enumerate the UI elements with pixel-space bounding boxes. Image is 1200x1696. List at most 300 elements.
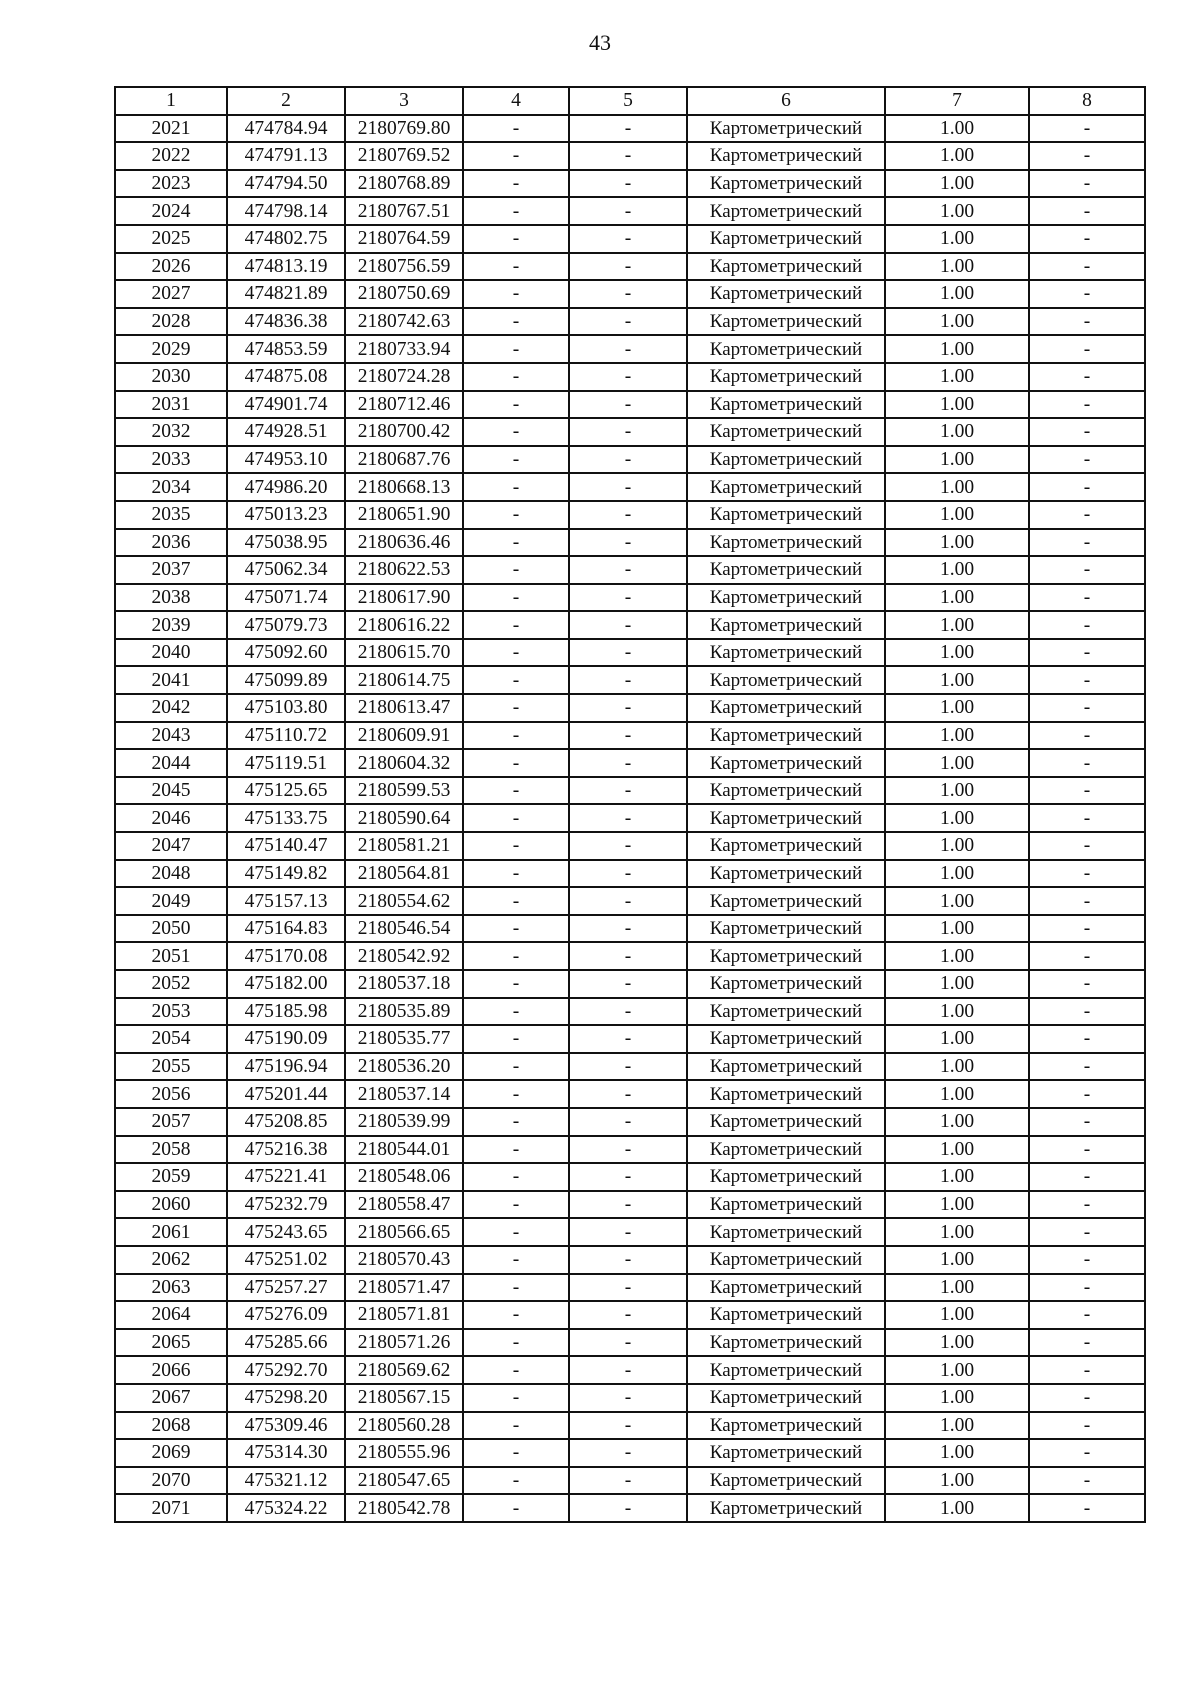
cell-col-5: - xyxy=(569,915,687,943)
cell-col-4: - xyxy=(463,887,569,915)
cell-y-coordinate: 2180609.91 xyxy=(345,722,463,750)
cell-accuracy: 1.00 xyxy=(885,1163,1029,1191)
cell-accuracy: 1.00 xyxy=(885,1384,1029,1412)
cell-method: Картометрический xyxy=(687,1356,885,1384)
cell-method: Картометрический xyxy=(687,1274,885,1302)
cell-col-4: - xyxy=(463,280,569,308)
cell-col-8: - xyxy=(1029,860,1145,888)
cell-method: Картометрический xyxy=(687,1301,885,1329)
cell-method: Картометрический xyxy=(687,998,885,1026)
table-row xyxy=(115,418,1145,446)
table-row xyxy=(115,832,1145,860)
cell-point-number: 2035 xyxy=(115,501,227,529)
cell-point-number: 2031 xyxy=(115,391,227,419)
column-header-2: 2 xyxy=(227,87,345,115)
table-row xyxy=(115,1384,1145,1412)
cell-col-5: - xyxy=(569,225,687,253)
cell-col-8: - xyxy=(1029,611,1145,639)
cell-col-4: - xyxy=(463,115,569,143)
cell-y-coordinate: 2180547.65 xyxy=(345,1467,463,1495)
cell-col-8: - xyxy=(1029,1356,1145,1384)
column-header-7: 7 xyxy=(885,87,1029,115)
cell-method: Картометрический xyxy=(687,280,885,308)
cell-accuracy: 1.00 xyxy=(885,1412,1029,1440)
cell-y-coordinate: 2180566.65 xyxy=(345,1218,463,1246)
cell-method: Картометрический xyxy=(687,418,885,446)
cell-col-4: - xyxy=(463,611,569,639)
table-row xyxy=(115,473,1145,501)
table-row xyxy=(115,1191,1145,1219)
table-row xyxy=(115,1329,1145,1357)
cell-y-coordinate: 2180542.78 xyxy=(345,1494,463,1522)
table-row xyxy=(115,363,1145,391)
cell-accuracy: 1.00 xyxy=(885,1356,1029,1384)
cell-col-4: - xyxy=(463,694,569,722)
cell-point-number: 2038 xyxy=(115,584,227,612)
cell-point-number: 2032 xyxy=(115,418,227,446)
cell-method: Картометрический xyxy=(687,197,885,225)
cell-col-5: - xyxy=(569,418,687,446)
cell-col-8: - xyxy=(1029,501,1145,529)
cell-point-number: 2037 xyxy=(115,556,227,584)
cell-col-8: - xyxy=(1029,749,1145,777)
cell-col-8: - xyxy=(1029,915,1145,943)
cell-col-8: - xyxy=(1029,1246,1145,1274)
cell-y-coordinate: 2180769.52 xyxy=(345,142,463,170)
cell-accuracy: 1.00 xyxy=(885,860,1029,888)
cell-method: Картометрический xyxy=(687,1384,885,1412)
cell-x-coordinate: 474794.50 xyxy=(227,170,345,198)
cell-y-coordinate: 2180700.42 xyxy=(345,418,463,446)
cell-col-5: - xyxy=(569,446,687,474)
table-row xyxy=(115,970,1145,998)
cell-col-5: - xyxy=(569,1412,687,1440)
cell-accuracy: 1.00 xyxy=(885,915,1029,943)
cell-col-4: - xyxy=(463,556,569,584)
cell-method: Картометрический xyxy=(687,1191,885,1219)
table-row xyxy=(115,1439,1145,1467)
cell-point-number: 2041 xyxy=(115,666,227,694)
cell-col-8: - xyxy=(1029,335,1145,363)
cell-method: Картометрический xyxy=(687,473,885,501)
cell-point-number: 2024 xyxy=(115,197,227,225)
cell-col-4: - xyxy=(463,225,569,253)
cell-col-5: - xyxy=(569,170,687,198)
cell-y-coordinate: 2180570.43 xyxy=(345,1246,463,1274)
cell-accuracy: 1.00 xyxy=(885,722,1029,750)
column-header-5: 5 xyxy=(569,87,687,115)
cell-y-coordinate: 2180554.62 xyxy=(345,887,463,915)
cell-method: Картометрический xyxy=(687,915,885,943)
table-row xyxy=(115,1274,1145,1302)
cell-method: Картометрический xyxy=(687,970,885,998)
cell-col-8: - xyxy=(1029,1329,1145,1357)
cell-accuracy: 1.00 xyxy=(885,777,1029,805)
cell-accuracy: 1.00 xyxy=(885,115,1029,143)
cell-point-number: 2054 xyxy=(115,1025,227,1053)
cell-method: Картометрический xyxy=(687,584,885,612)
cell-accuracy: 1.00 xyxy=(885,1494,1029,1522)
cell-col-8: - xyxy=(1029,253,1145,281)
cell-col-5: - xyxy=(569,749,687,777)
cell-accuracy: 1.00 xyxy=(885,501,1029,529)
cell-point-number: 2065 xyxy=(115,1329,227,1357)
cell-point-number: 2053 xyxy=(115,998,227,1026)
cell-col-8: - xyxy=(1029,694,1145,722)
cell-x-coordinate: 475309.46 xyxy=(227,1412,345,1440)
cell-point-number: 2023 xyxy=(115,170,227,198)
cell-col-8: - xyxy=(1029,887,1145,915)
cell-col-8: - xyxy=(1029,473,1145,501)
cell-method: Картометрический xyxy=(687,225,885,253)
cell-x-coordinate: 475298.20 xyxy=(227,1384,345,1412)
cell-x-coordinate: 475201.44 xyxy=(227,1080,345,1108)
cell-col-5: - xyxy=(569,1218,687,1246)
cell-x-coordinate: 474875.08 xyxy=(227,363,345,391)
cell-method: Картометрический xyxy=(687,556,885,584)
cell-col-8: - xyxy=(1029,1080,1145,1108)
cell-col-8: - xyxy=(1029,998,1145,1026)
cell-method: Картометрический xyxy=(687,335,885,363)
cell-col-8: - xyxy=(1029,363,1145,391)
column-header-3: 3 xyxy=(345,87,463,115)
cell-col-8: - xyxy=(1029,639,1145,667)
cell-point-number: 2069 xyxy=(115,1439,227,1467)
cell-y-coordinate: 2180668.13 xyxy=(345,473,463,501)
table-row xyxy=(115,915,1145,943)
cell-y-coordinate: 2180769.80 xyxy=(345,115,463,143)
cell-point-number: 2058 xyxy=(115,1136,227,1164)
cell-point-number: 2030 xyxy=(115,363,227,391)
table-row xyxy=(115,1136,1145,1164)
cell-accuracy: 1.00 xyxy=(885,694,1029,722)
cell-y-coordinate: 2180767.51 xyxy=(345,197,463,225)
cell-accuracy: 1.00 xyxy=(885,308,1029,336)
cell-point-number: 2051 xyxy=(115,942,227,970)
cell-method: Картометрический xyxy=(687,1494,885,1522)
cell-col-4: - xyxy=(463,446,569,474)
cell-method: Картометрический xyxy=(687,639,885,667)
table-row xyxy=(115,1412,1145,1440)
cell-col-4: - xyxy=(463,777,569,805)
cell-y-coordinate: 2180571.26 xyxy=(345,1329,463,1357)
cell-x-coordinate: 475157.13 xyxy=(227,887,345,915)
table-row xyxy=(115,391,1145,419)
cell-method: Картометрический xyxy=(687,860,885,888)
cell-col-5: - xyxy=(569,529,687,557)
column-header-4: 4 xyxy=(463,87,569,115)
column-header-8: 8 xyxy=(1029,87,1145,115)
cell-x-coordinate: 474784.94 xyxy=(227,115,345,143)
cell-col-5: - xyxy=(569,1080,687,1108)
cell-method: Картометрический xyxy=(687,1218,885,1246)
cell-y-coordinate: 2180764.59 xyxy=(345,225,463,253)
cell-col-8: - xyxy=(1029,308,1145,336)
cell-col-4: - xyxy=(463,363,569,391)
cell-y-coordinate: 2180571.81 xyxy=(345,1301,463,1329)
table-row xyxy=(115,584,1145,612)
cell-point-number: 2034 xyxy=(115,473,227,501)
cell-col-8: - xyxy=(1029,777,1145,805)
cell-accuracy: 1.00 xyxy=(885,335,1029,363)
table-row xyxy=(115,197,1145,225)
cell-x-coordinate: 475170.08 xyxy=(227,942,345,970)
cell-x-coordinate: 475099.89 xyxy=(227,666,345,694)
cell-method: Картометрический xyxy=(687,1439,885,1467)
cell-y-coordinate: 2180546.54 xyxy=(345,915,463,943)
table-row xyxy=(115,777,1145,805)
cell-point-number: 2043 xyxy=(115,722,227,750)
cell-method: Картометрический xyxy=(687,666,885,694)
cell-col-8: - xyxy=(1029,556,1145,584)
cell-accuracy: 1.00 xyxy=(885,556,1029,584)
cell-accuracy: 1.00 xyxy=(885,446,1029,474)
cell-x-coordinate: 475038.95 xyxy=(227,529,345,557)
cell-col-5: - xyxy=(569,722,687,750)
cell-accuracy: 1.00 xyxy=(885,253,1029,281)
cell-y-coordinate: 2180742.63 xyxy=(345,308,463,336)
cell-col-8: - xyxy=(1029,1191,1145,1219)
cell-col-4: - xyxy=(463,804,569,832)
cell-method: Картометрический xyxy=(687,694,885,722)
cell-col-5: - xyxy=(569,1108,687,1136)
cell-col-4: - xyxy=(463,998,569,1026)
cell-point-number: 2060 xyxy=(115,1191,227,1219)
cell-col-4: - xyxy=(463,666,569,694)
cell-col-4: - xyxy=(463,1080,569,1108)
cell-method: Картометрический xyxy=(687,1025,885,1053)
cell-point-number: 2029 xyxy=(115,335,227,363)
cell-method: Картометрический xyxy=(687,1136,885,1164)
cell-col-4: - xyxy=(463,170,569,198)
cell-x-coordinate: 474953.10 xyxy=(227,446,345,474)
cell-method: Картометрический xyxy=(687,1412,885,1440)
table-row xyxy=(115,887,1145,915)
cell-x-coordinate: 475292.70 xyxy=(227,1356,345,1384)
cell-x-coordinate: 475221.41 xyxy=(227,1163,345,1191)
cell-accuracy: 1.00 xyxy=(885,887,1029,915)
cell-x-coordinate: 475216.38 xyxy=(227,1136,345,1164)
cell-col-5: - xyxy=(569,1136,687,1164)
table-row xyxy=(115,335,1145,363)
cell-y-coordinate: 2180548.06 xyxy=(345,1163,463,1191)
cell-y-coordinate: 2180756.59 xyxy=(345,253,463,281)
cell-col-5: - xyxy=(569,1053,687,1081)
cell-accuracy: 1.00 xyxy=(885,611,1029,639)
cell-col-4: - xyxy=(463,860,569,888)
cell-point-number: 2025 xyxy=(115,225,227,253)
cell-method: Картометрический xyxy=(687,1108,885,1136)
cell-col-4: - xyxy=(463,1025,569,1053)
cell-col-4: - xyxy=(463,1301,569,1329)
cell-col-5: - xyxy=(569,473,687,501)
cell-col-8: - xyxy=(1029,446,1145,474)
cell-col-5: - xyxy=(569,363,687,391)
table-row xyxy=(115,115,1145,143)
cell-col-4: - xyxy=(463,1246,569,1274)
cell-col-5: - xyxy=(569,391,687,419)
cell-x-coordinate: 475196.94 xyxy=(227,1053,345,1081)
cell-col-5: - xyxy=(569,1494,687,1522)
cell-col-5: - xyxy=(569,1246,687,1274)
table-row xyxy=(115,1246,1145,1274)
cell-y-coordinate: 2180750.69 xyxy=(345,280,463,308)
cell-col-4: - xyxy=(463,529,569,557)
cell-accuracy: 1.00 xyxy=(885,1136,1029,1164)
cell-y-coordinate: 2180613.47 xyxy=(345,694,463,722)
cell-col-8: - xyxy=(1029,391,1145,419)
cell-col-4: - xyxy=(463,1384,569,1412)
cell-y-coordinate: 2180615.70 xyxy=(345,639,463,667)
cell-x-coordinate: 475257.27 xyxy=(227,1274,345,1302)
cell-col-5: - xyxy=(569,832,687,860)
cell-method: Картометрический xyxy=(687,1467,885,1495)
cell-col-5: - xyxy=(569,777,687,805)
cell-y-coordinate: 2180687.76 xyxy=(345,446,463,474)
cell-col-4: - xyxy=(463,308,569,336)
cell-x-coordinate: 475079.73 xyxy=(227,611,345,639)
cell-y-coordinate: 2180599.53 xyxy=(345,777,463,805)
cell-y-coordinate: 2180622.53 xyxy=(345,556,463,584)
cell-accuracy: 1.00 xyxy=(885,1301,1029,1329)
cell-x-coordinate: 475190.09 xyxy=(227,1025,345,1053)
cell-x-coordinate: 475119.51 xyxy=(227,749,345,777)
cell-col-5: - xyxy=(569,335,687,363)
cell-y-coordinate: 2180555.96 xyxy=(345,1439,463,1467)
cell-x-coordinate: 475251.02 xyxy=(227,1246,345,1274)
cell-point-number: 2048 xyxy=(115,860,227,888)
table-row xyxy=(115,556,1145,584)
cell-y-coordinate: 2180636.46 xyxy=(345,529,463,557)
cell-method: Картометрический xyxy=(687,942,885,970)
cell-accuracy: 1.00 xyxy=(885,1080,1029,1108)
cell-col-4: - xyxy=(463,473,569,501)
cell-col-4: - xyxy=(463,197,569,225)
table-row xyxy=(115,1053,1145,1081)
cell-accuracy: 1.00 xyxy=(885,1467,1029,1495)
table-row xyxy=(115,639,1145,667)
table-row xyxy=(115,1108,1145,1136)
cell-col-5: - xyxy=(569,1439,687,1467)
cell-col-4: - xyxy=(463,1108,569,1136)
cell-method: Картометрический xyxy=(687,1246,885,1274)
cell-method: Картометрический xyxy=(687,501,885,529)
cell-point-number: 2056 xyxy=(115,1080,227,1108)
cell-accuracy: 1.00 xyxy=(885,197,1029,225)
cell-col-5: - xyxy=(569,970,687,998)
cell-point-number: 2067 xyxy=(115,1384,227,1412)
cell-point-number: 2068 xyxy=(115,1412,227,1440)
cell-col-8: - xyxy=(1029,1384,1145,1412)
coordinates-table xyxy=(114,86,1146,1523)
cell-method: Картометрический xyxy=(687,722,885,750)
cell-col-5: - xyxy=(569,1467,687,1495)
cell-col-4: - xyxy=(463,1191,569,1219)
cell-x-coordinate: 474928.51 xyxy=(227,418,345,446)
cell-y-coordinate: 2180537.18 xyxy=(345,970,463,998)
cell-col-5: - xyxy=(569,584,687,612)
table-row xyxy=(115,1467,1145,1495)
cell-accuracy: 1.00 xyxy=(885,970,1029,998)
cell-col-5: - xyxy=(569,308,687,336)
table-row xyxy=(115,1080,1145,1108)
cell-y-coordinate: 2180768.89 xyxy=(345,170,463,198)
cell-col-8: - xyxy=(1029,280,1145,308)
cell-x-coordinate: 475208.85 xyxy=(227,1108,345,1136)
cell-accuracy: 1.00 xyxy=(885,529,1029,557)
cell-col-8: - xyxy=(1029,804,1145,832)
cell-x-coordinate: 475092.60 xyxy=(227,639,345,667)
cell-x-coordinate: 475324.22 xyxy=(227,1494,345,1522)
cell-col-4: - xyxy=(463,335,569,363)
cell-col-8: - xyxy=(1029,1274,1145,1302)
cell-col-5: - xyxy=(569,556,687,584)
cell-col-8: - xyxy=(1029,722,1145,750)
cell-accuracy: 1.00 xyxy=(885,832,1029,860)
cell-x-coordinate: 474798.14 xyxy=(227,197,345,225)
cell-y-coordinate: 2180733.94 xyxy=(345,335,463,363)
cell-col-5: - xyxy=(569,942,687,970)
cell-point-number: 2050 xyxy=(115,915,227,943)
cell-col-8: - xyxy=(1029,170,1145,198)
table-row xyxy=(115,998,1145,1026)
cell-y-coordinate: 2180539.99 xyxy=(345,1108,463,1136)
cell-col-4: - xyxy=(463,915,569,943)
cell-point-number: 2064 xyxy=(115,1301,227,1329)
page-number: 43 xyxy=(589,30,611,55)
cell-x-coordinate: 474791.13 xyxy=(227,142,345,170)
table-row xyxy=(115,722,1145,750)
cell-accuracy: 1.00 xyxy=(885,1218,1029,1246)
cell-accuracy: 1.00 xyxy=(885,942,1029,970)
cell-method: Картометрический xyxy=(687,611,885,639)
cell-point-number: 2040 xyxy=(115,639,227,667)
cell-col-5: - xyxy=(569,998,687,1026)
cell-x-coordinate: 475185.98 xyxy=(227,998,345,1026)
cell-col-8: - xyxy=(1029,1053,1145,1081)
cell-col-5: - xyxy=(569,860,687,888)
cell-col-4: - xyxy=(463,391,569,419)
cell-col-5: - xyxy=(569,197,687,225)
cell-col-8: - xyxy=(1029,1439,1145,1467)
cell-y-coordinate: 2180604.32 xyxy=(345,749,463,777)
cell-col-4: - xyxy=(463,1467,569,1495)
cell-point-number: 2057 xyxy=(115,1108,227,1136)
cell-point-number: 2022 xyxy=(115,142,227,170)
cell-col-8: - xyxy=(1029,1108,1145,1136)
table-row xyxy=(115,446,1145,474)
cell-x-coordinate: 475071.74 xyxy=(227,584,345,612)
cell-method: Картометрический xyxy=(687,363,885,391)
cell-x-coordinate: 475314.30 xyxy=(227,1439,345,1467)
cell-method: Картометрический xyxy=(687,749,885,777)
cell-col-4: - xyxy=(463,1163,569,1191)
cell-accuracy: 1.00 xyxy=(885,1108,1029,1136)
cell-col-8: - xyxy=(1029,666,1145,694)
column-header-1: 1 xyxy=(115,87,227,115)
cell-col-8: - xyxy=(1029,970,1145,998)
cell-y-coordinate: 2180590.64 xyxy=(345,804,463,832)
cell-method: Картометрический xyxy=(687,529,885,557)
cell-method: Картометрический xyxy=(687,446,885,474)
cell-col-8: - xyxy=(1029,584,1145,612)
cell-x-coordinate: 475125.65 xyxy=(227,777,345,805)
cell-col-5: - xyxy=(569,611,687,639)
cell-x-coordinate: 475276.09 xyxy=(227,1301,345,1329)
cell-accuracy: 1.00 xyxy=(885,473,1029,501)
cell-accuracy: 1.00 xyxy=(885,280,1029,308)
cell-col-4: - xyxy=(463,501,569,529)
